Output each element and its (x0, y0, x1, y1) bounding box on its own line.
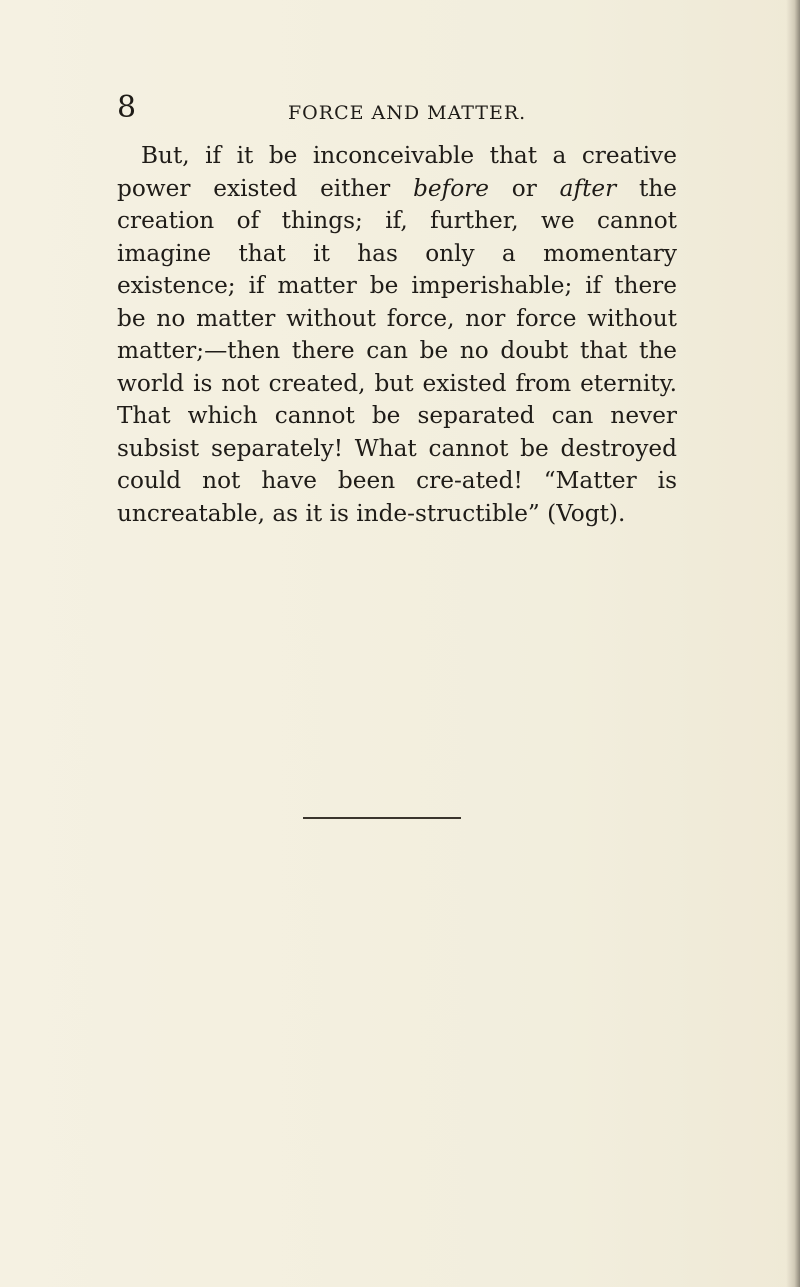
emphasis-after: after (559, 174, 617, 202)
page-number: 8 (117, 90, 137, 125)
emphasis-before: before (413, 174, 489, 202)
running-head (117, 90, 677, 133)
running-title: FORCE AND MATTER. (288, 102, 527, 124)
paragraph-text-1: But, if it be inconceivable that a creative power existed either (117, 142, 677, 202)
section-end-rule (303, 817, 461, 819)
paragraph-text-3: the creation of things; if, further, we cannot imagine that it has only a momentary existence; if matter be imperishable; if there be no matter without force, nor force without matter;—then there can be no doubt that the world is not created, but existed from eternity. That which cannot be separated can never subsist separately! What cannot be destroyed could not have been cre-ated! “Matter is uncreatable, as it is inde-structible” (Vogt). (117, 174, 677, 527)
body-paragraph (117, 140, 677, 530)
page-edge-shadow (786, 0, 800, 1287)
paragraph-text-2: or (489, 174, 560, 202)
